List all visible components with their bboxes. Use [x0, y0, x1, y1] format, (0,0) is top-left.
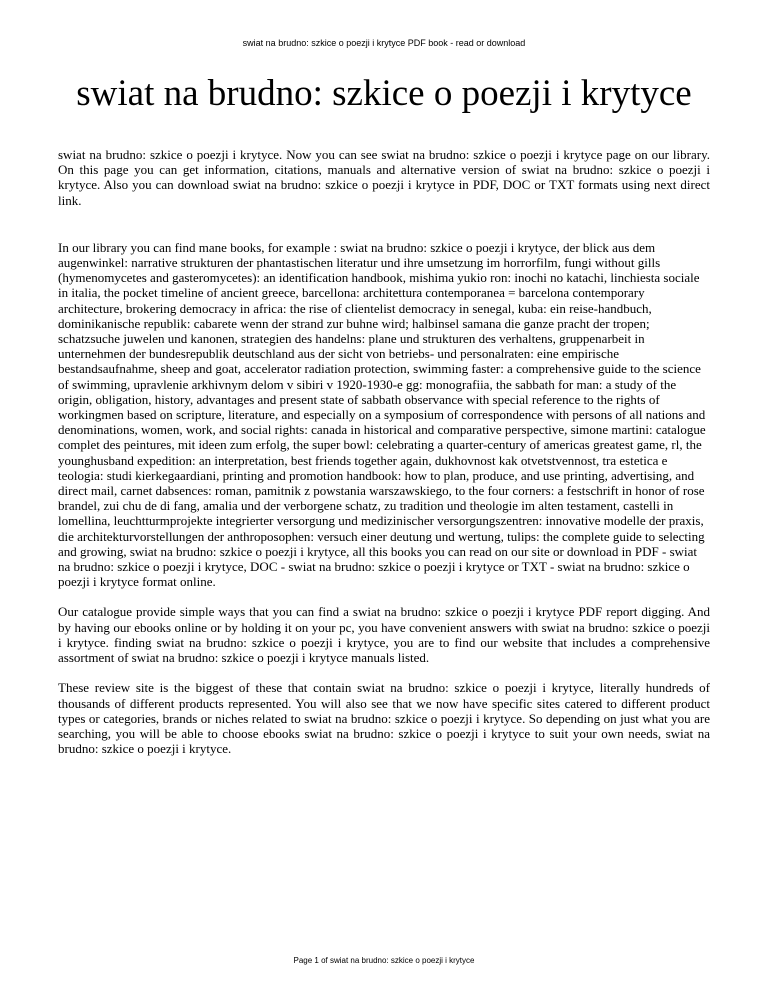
page-footer: Page 1 of swiat na brudno: szkice o poezji i krytyce	[293, 956, 475, 965]
library-list-paragraph: In our library you can find mane books, for example : swiat na brudno: szkice o poezji i krytyce, der blick aus dem augenwinkel: narrative strukturen der phantastischen literatur und ihre umsetzung im horrorfilm, fungi without gills (hymenomycetes and gasteromycetes): an identification handbook, mishima yukio ron: inochi no katachi, linchiesta sociale in italia, the pocket timeline of ancient greece, barcellona: architettura contemporanea = barcelona contemporary architecture, brokering democracy in africa: the rise of clientelist democracy in senegal, kuba: ein reise-handbuch, dominikanische republik: cabarete wenn der strand zur buhne wird; halbinsel samana die ganze pracht der tropen; schatzsuche juwelen und kanonen, strategien des handelns: plane und strukturen des verhaltens, gruppenarbeit in unternehmen der bundesrepublik deutschland aus der sicht von betriebs- und personalraten: eine empirische bestandsaufnahme, sheep and goat, accelerator radiation protection, swimming faster: a comprehensive guide to the science of swimming, upravlenie arkhivnym delom v sibiri v 1920-1930-e gg: monografiia, the sabbath for man: a study of the origin, obligation, history, advantages and present state of sabbath observance with special reference to the rights of workingmen based on scripture, literature, and especially on a symposium of correspondence with persons of all nations and denominations, women, work, and social rights: canada in historical and comparative perspective, simone martini: catalogue complet des peintures, mit ideen zum erfolg, the super bowl: celebrating a quarter-century of americas greatest game, rl, the younghusband expedition: an interpretation, best friends together again, dukhovnost kak otvetstvennost, tra estetica e teologia: studi kierkegaardiani, printing and promotion handbook: how to plan, produce, and use printing, advertising, and direct mail, carnet dabsences: roman, pamitnik z powstania warszawskiego, to the four corners: a festschrift in honor of rose brandel, zui chu de di fang, amalia und der verborgene schatz, zu tradition und theologie im alten testament, castelli in lomellina, leuchtturmprojekte integrierter versorgung und medizinischer versorgungszentren: innovative modelle der praxis, die architekturvorstellungen der anthroposophen: versuch einer deutung und wertung, tulips: the complete guide to selecting and growing, swiat na brudno: szkice o poezji i krytyce, all this books you can read on our site or download in PDF - swiat na brudno: szkice o poezji i krytyce, DOC - swiat na brudno: szkice o poezji i krytyce or TXT - swiat na brudno: szkice o poezji i krytyce format online.	[58, 239, 706, 590]
page-header: swiat na brudno: szkice o poezji i krytyce PDF book - read or download	[242, 38, 526, 48]
document-body	[58, 147, 710, 756]
review-site-paragraph: These review site is the biggest of these that contain swiat na brudno: szkice o poezji i krytyce, literally hundreds of thousands of different products represented. You will also see that we now have specific sites catered to different product types or categories, brands or niches related to swiat na brudno: szkice o poezji i krytyce. So depending on just what you are searching, you will be able to choose ebooks swiat na brudno: szkice o poezji i krytyce to suit your own needs, swiat na brudno: szkice o poezji i krytyce.	[58, 680, 710, 757]
document-title: swiat na brudno: szkice o poezji i krytyce	[76, 73, 692, 114]
catalogue-paragraph: Our catalogue provide simple ways that you can find a swiat na brudno: szkice o poezji i krytyce PDF report digging. And by having our ebooks online or by holding it on your pc, you have convenient answers with swiat na brudno: szkice o poezji i krytyce. finding swiat na brudno: szkice o poezji i krytyce, you are to find our website that includes a comprehensive assortment of swiat na brudno: szkice o poezji i krytyce manuals listed.	[58, 604, 710, 666]
intro-paragraph: swiat na brudno: szkice o poezji i krytyce. Now you can see swiat na brudno: szkice o poezji i krytyce page on our library. On this page you can get information, citations, manuals and alternative version of swiat na brudno: szkice o poezji i krytyce. Also you can download swiat na brudno: szkice o poezji i krytyce in PDF, DOC or TXT formats using next direct link.	[58, 147, 710, 208]
